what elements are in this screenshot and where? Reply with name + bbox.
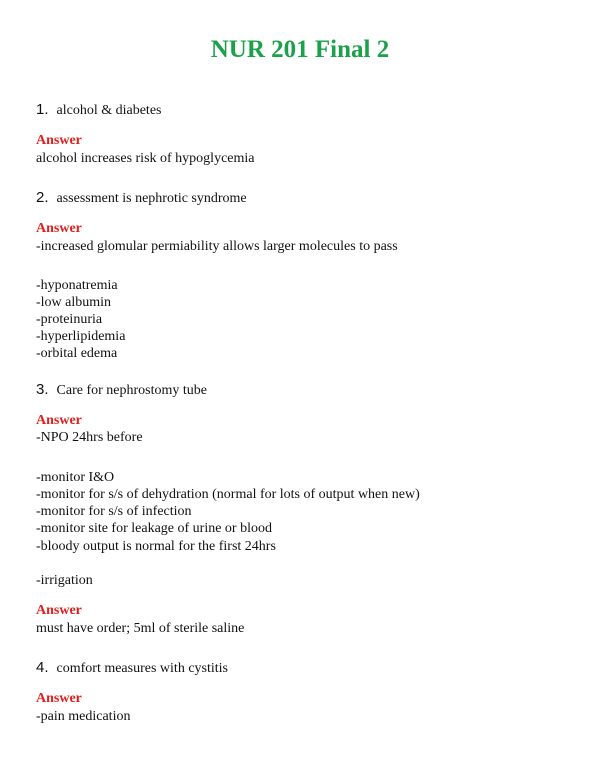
answer-line: -monitor for s/s of dehydration (normal for lots of output when new) xyxy=(36,487,420,502)
answer-line: -hyperlipidemia xyxy=(36,329,126,344)
answer-line: -bloody output is normal for the first 24hrs xyxy=(36,539,276,554)
answer-line: -orbital edema xyxy=(36,346,118,361)
document-title: NUR 201 Final 2 xyxy=(210,36,390,63)
answer-line: -monitor for s/s of infection xyxy=(36,504,192,519)
answer-line: -proteinuria xyxy=(36,312,103,327)
question-text: alcohol & diabetes xyxy=(56,103,162,118)
answer-text: -pain medication xyxy=(36,709,131,724)
question-text: assessment is nephrotic syndrome xyxy=(56,191,247,206)
answer-text: alcohol increases risk of hypoglycemia xyxy=(36,151,255,166)
question-1 xyxy=(36,101,161,119)
question-number: 3. xyxy=(36,381,49,398)
answer-line: -monitor site for leakage of urine or blood xyxy=(36,521,272,536)
question-2 xyxy=(36,189,247,207)
question-number: 2. xyxy=(36,189,49,206)
answer-text: must have order; 5ml of sterile saline xyxy=(36,621,245,636)
answer-label: Answer xyxy=(36,413,82,428)
question-4 xyxy=(36,659,228,677)
question-number: 4. xyxy=(36,659,49,676)
answer-label: Answer xyxy=(36,603,82,618)
answer-label: Answer xyxy=(36,133,82,148)
sub-question: -irrigation xyxy=(36,573,93,588)
answer-line: -monitor I&O xyxy=(36,470,115,485)
answer-line: -low albumin xyxy=(36,295,112,310)
answer-line: -hyponatremia xyxy=(36,278,118,293)
answer-label: Answer xyxy=(36,221,82,236)
answer-text: -increased glomular permiability allows larger molecules to pass xyxy=(36,239,398,254)
question-text: comfort measures with cystitis xyxy=(56,661,228,676)
answer-text: -NPO 24hrs before xyxy=(36,430,143,445)
question-text: Care for nephrostomy tube xyxy=(56,383,207,398)
question-3 xyxy=(36,381,207,399)
question-number: 1. xyxy=(36,101,49,118)
answer-label: Answer xyxy=(36,691,82,706)
